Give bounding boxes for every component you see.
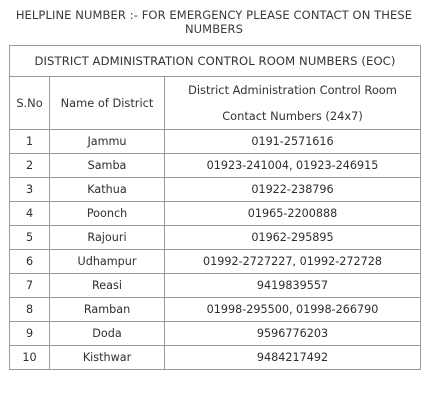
- row-contact: 01998-295500, 01998-266790: [165, 298, 421, 322]
- table-title: DISTRICT ADMINISTRATION CONTROL ROOM NUMBERS (EOC): [10, 46, 421, 77]
- row-contact: 9596776203: [165, 322, 421, 346]
- row-district: Rajouri: [50, 226, 165, 250]
- row-district: Kathua: [50, 178, 165, 202]
- table-row: [10, 202, 421, 226]
- row-sno: 3: [10, 178, 50, 202]
- row-contact: 01962-295895: [165, 226, 421, 250]
- row-contact: 01922-238796: [165, 178, 421, 202]
- row-district: Samba: [50, 154, 165, 178]
- table-row: [10, 250, 421, 274]
- table-row: [10, 154, 421, 178]
- row-district: Ramban: [50, 298, 165, 322]
- table-row: [10, 298, 421, 322]
- row-sno: 8: [10, 298, 50, 322]
- row-contact: 01965-2200888: [165, 202, 421, 226]
- table-header-row: [10, 77, 421, 130]
- table-row: [10, 322, 421, 346]
- table-row: [10, 130, 421, 154]
- row-contact: 9419839557: [165, 274, 421, 298]
- row-contact: 01923-241004, 01923-246915: [165, 154, 421, 178]
- table-row: [10, 178, 421, 202]
- helpline-header-line2: NUMBERS: [184, 22, 244, 36]
- row-district: Jammu: [50, 130, 165, 154]
- column-header-district: Name of District: [50, 77, 165, 130]
- row-contact: 01992-2727227, 01992-272728: [165, 250, 421, 274]
- row-district: Udhampur: [50, 250, 165, 274]
- column-header-contact: [165, 77, 421, 130]
- table-row: [10, 346, 421, 370]
- row-sno: 6: [10, 250, 50, 274]
- row-sno: 4: [10, 202, 50, 226]
- row-sno: 10: [10, 346, 50, 370]
- row-contact: 0191-2571616: [165, 130, 421, 154]
- row-district: Poonch: [50, 202, 165, 226]
- row-district: Doda: [50, 322, 165, 346]
- row-district: Kisthwar: [50, 346, 165, 370]
- table-title-row: [10, 46, 421, 77]
- row-sno: 7: [10, 274, 50, 298]
- control-room-table: [9, 45, 421, 370]
- column-header-contact-line2: Contact Numbers (24x7): [222, 109, 363, 123]
- table-row: [10, 226, 421, 250]
- row-sno: 9: [10, 322, 50, 346]
- row-sno: 2: [10, 154, 50, 178]
- row-sno: 1: [10, 130, 50, 154]
- column-header-sno: S.No: [10, 77, 50, 130]
- control-room-table-wrapper: [9, 45, 420, 370]
- helpline-header-line1: HELPLINE NUMBER :- FOR EMERGENCY PLEASE CONTACT ON THESE: [15, 8, 413, 22]
- row-contact: 9484217492: [165, 346, 421, 370]
- column-header-contact-line1: District Administration Control Room: [188, 83, 397, 97]
- helpline-header: [0, 8, 428, 36]
- row-sno: 5: [10, 226, 50, 250]
- row-district: Reasi: [50, 274, 165, 298]
- table-row: [10, 274, 421, 298]
